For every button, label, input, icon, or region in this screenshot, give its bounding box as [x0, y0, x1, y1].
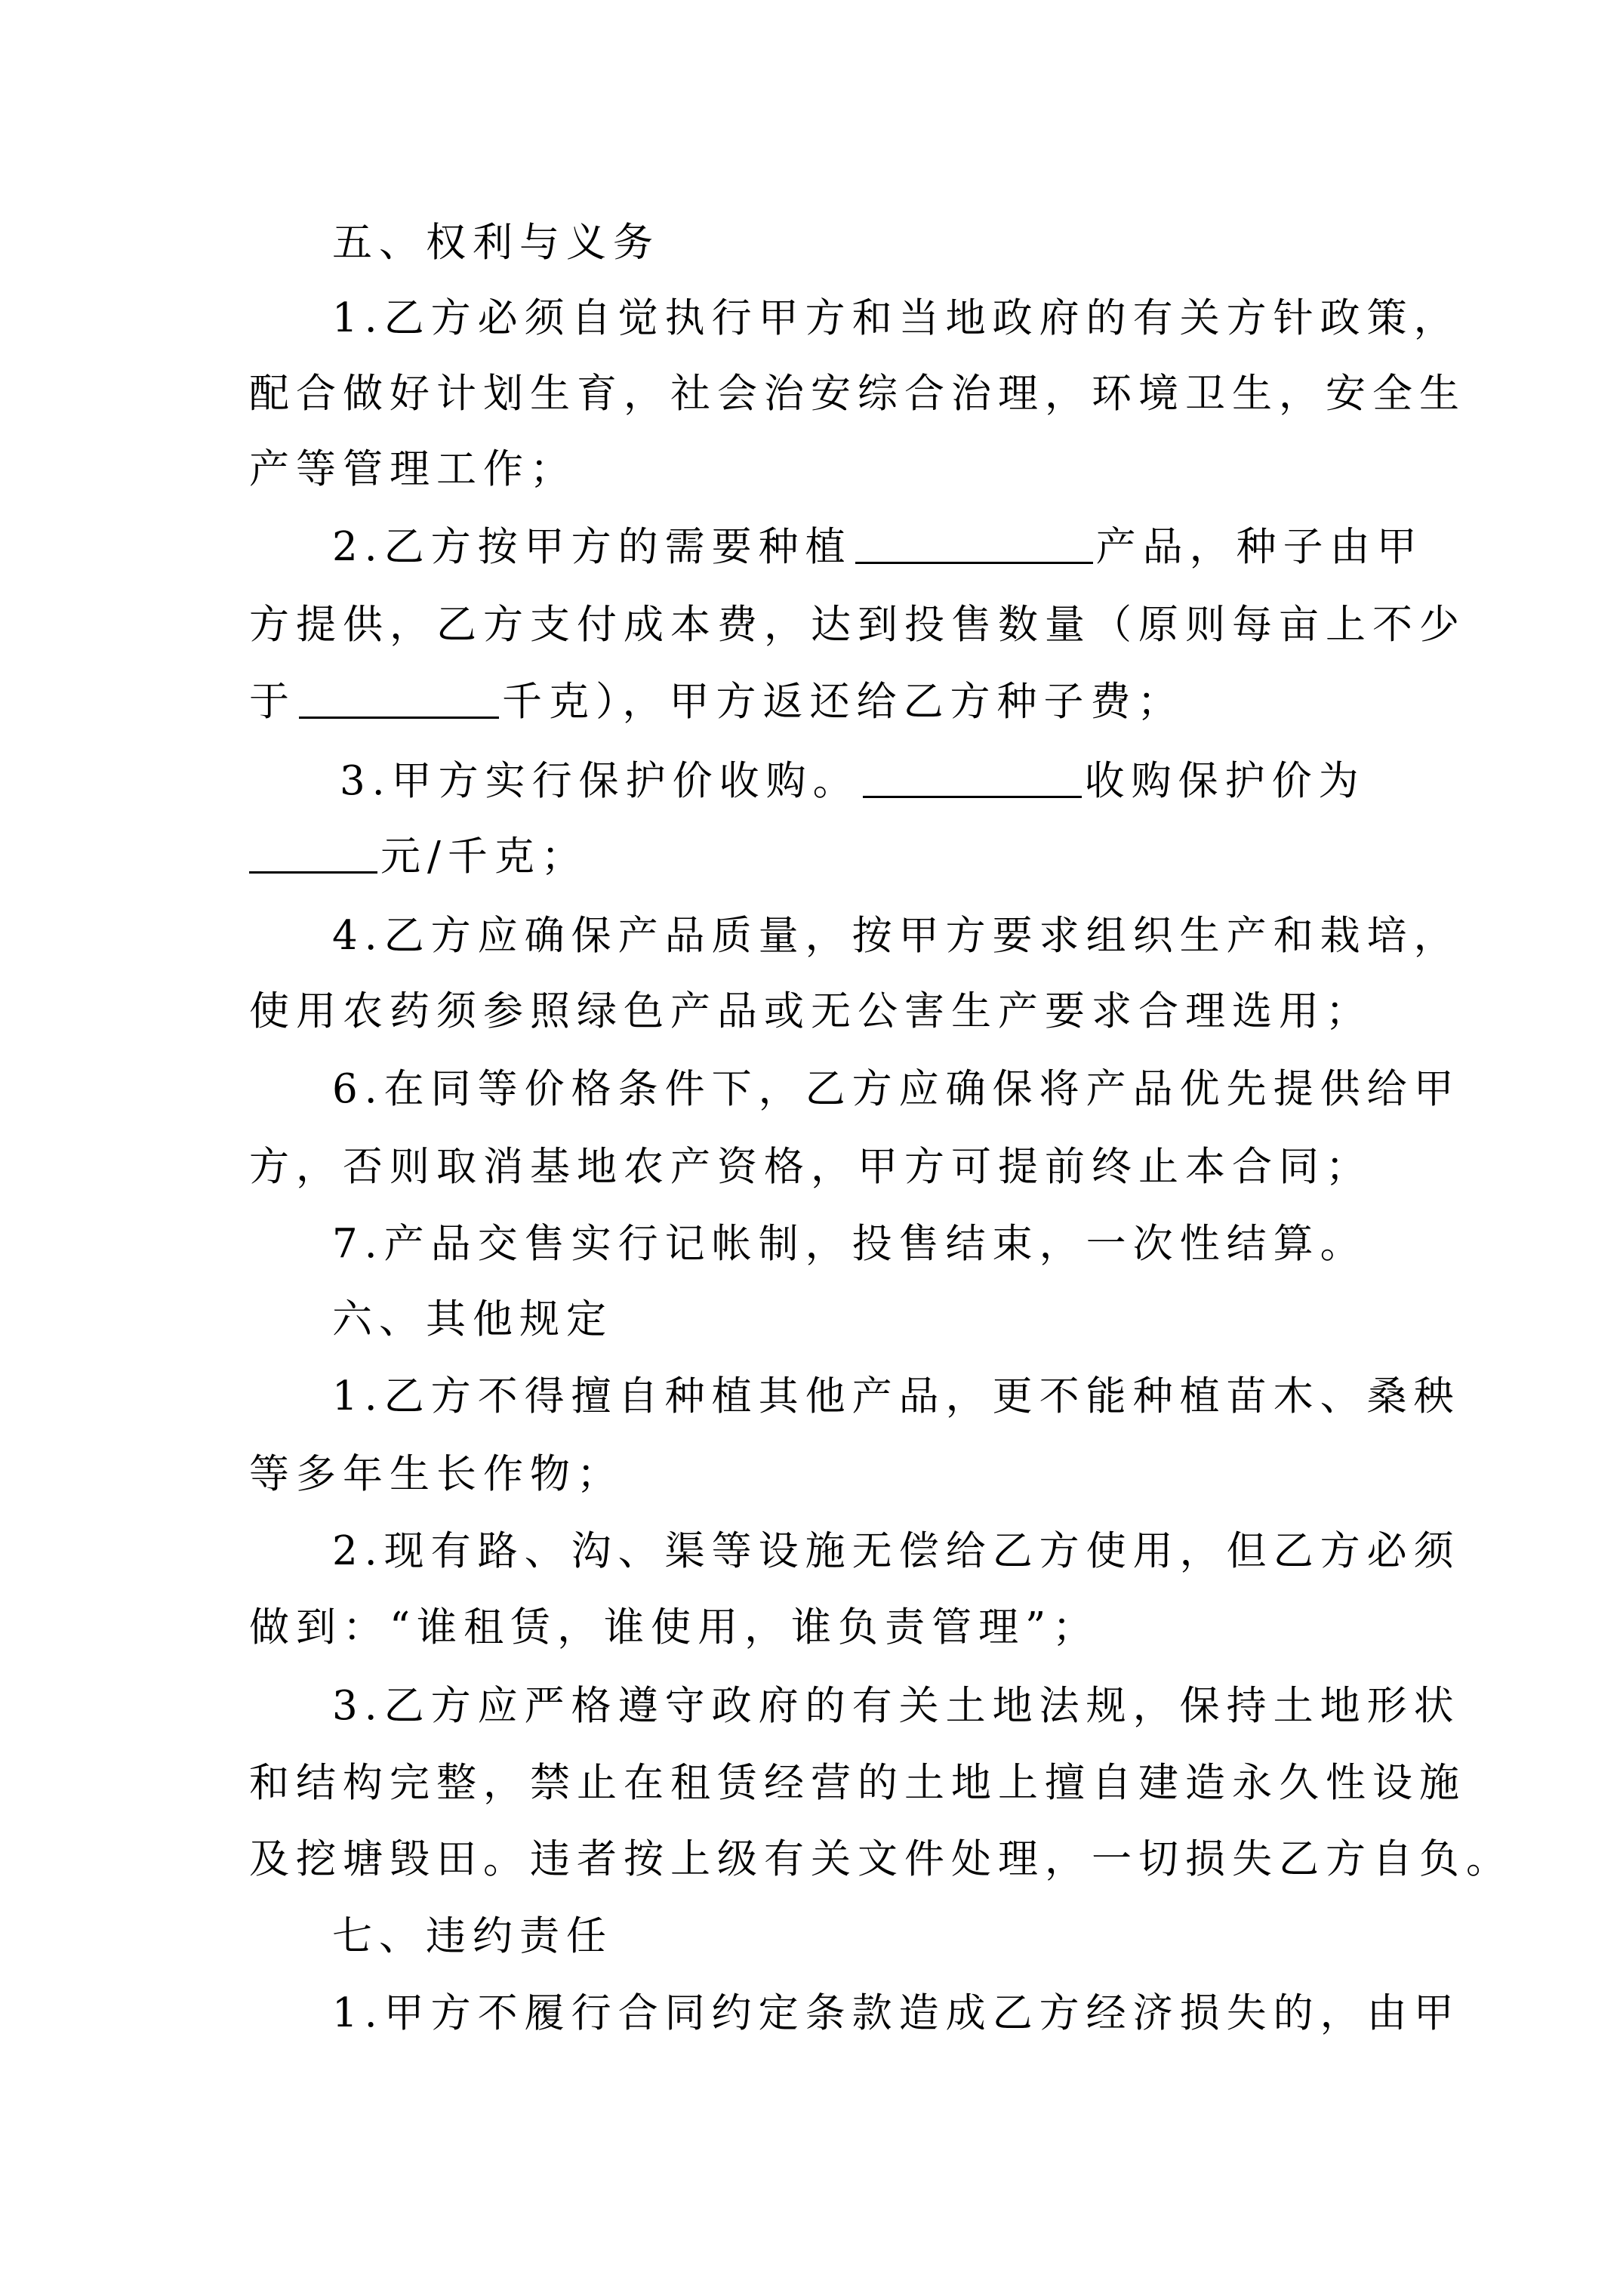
section-heading-other: 六、其他规定 [332, 1296, 613, 1342]
rights-item-3-line-1-text-a: 3.甲方实行保护价收购。 [340, 758, 860, 804]
other-item-2-line-1: 2.现有路、沟、渠等设施无偿给乙方使用，但乙方必须 [332, 1528, 1461, 1574]
rights-item-4-line-1: 4.乙方应确保产品质量，按甲方要求组织生产和栽培， [332, 913, 1461, 959]
rights-item-2-line-3 [249, 664, 1381, 740]
quantity-blank[interactable] [299, 676, 499, 719]
rights-item-2-line-3-text-a: 于 [249, 679, 296, 725]
rights-item-2-line-1-text-b: 产品，种子由甲 [1095, 524, 1424, 570]
rights-item-2-line-3-text-b: 千克），甲方返还给乙方种子费； [502, 679, 1184, 725]
other-item-1-line-2: 等多年生长作物； [249, 1451, 624, 1497]
rights-item-2-line-2: 方提供，乙方支付成本费，达到投售数量（原则每亩上不少 [249, 602, 1466, 648]
liability-item-1-line-1: 1.甲方不履行合同约定条款造成乙方经济损失的，由甲 [332, 1990, 1461, 2036]
section-heading-rights: 五、权利与义务 [332, 220, 660, 266]
price-blank[interactable] [249, 831, 377, 874]
rights-item-3-line-1-text-b: 收购保护价为 [1084, 758, 1366, 804]
other-item-3-line-3: 及挖塘毁田。违者按上级有关文件处理，一切损失乙方自负。 [249, 1836, 1513, 1882]
rights-item-4-line-2: 使用农药须参照绿色产品或无公害生产要求合理选用； [249, 988, 1372, 1034]
other-item-3-line-1: 3.乙方应严格遵守政府的有关土地法规，保持土地形状 [332, 1683, 1461, 1729]
other-item-2-line-2: 做到：“谁租赁，谁使用，谁负责管理”； [249, 1604, 1100, 1650]
other-item-3-line-2: 和结构完整，禁止在租赁经营的土地上擅自建造永久性设施 [249, 1760, 1466, 1806]
rights-item-2-line-1 [332, 510, 1424, 585]
rights-item-7-line-1: 7.产品交售实行记帐制，投售结束，一次性结算。 [332, 1221, 1367, 1267]
rights-item-3-line-1 [340, 744, 1389, 819]
rights-item-6-line-1: 6.在同等价格条件下，乙方应确保将产品优先提供给甲 [332, 1066, 1461, 1112]
rights-item-1-line-2: 配合做好计划生育，社会治安综合治理，环境卫生，安全生 [249, 371, 1466, 417]
rights-item-2-line-1-text-a: 2.乙方按甲方的需要种植 [332, 524, 852, 570]
rights-item-1-line-3: 产等管理工作； [249, 446, 577, 492]
rights-item-1-line-1: 1.乙方必须自觉执行甲方和当地政府的有关方针政策， [332, 295, 1461, 341]
product-name-blank[interactable] [855, 522, 1093, 564]
section-heading-liability: 七、违约责任 [332, 1913, 613, 1959]
rights-item-3-line-2 [249, 819, 1381, 895]
purchase-date-blank[interactable] [863, 756, 1082, 798]
other-item-1-line-1: 1.乙方不得擅自种植其他产品，更不能种植苗木、桑秧 [332, 1373, 1461, 1419]
rights-item-6-line-2: 方，否则取消基地农产资格，甲方可提前终止本合同； [249, 1144, 1372, 1190]
rights-item-3-line-2-text: 元/千克； [380, 834, 588, 880]
